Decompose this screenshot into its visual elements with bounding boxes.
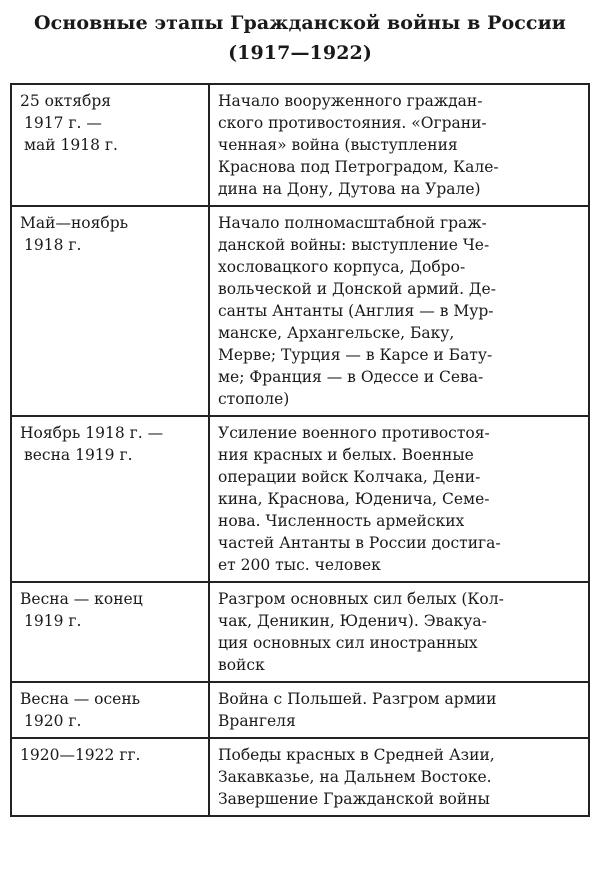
table-row: [11, 682, 589, 738]
period-text-line: Май—ноябрь: [20, 214, 129, 232]
stages-table-body: [11, 84, 589, 816]
table-row: [11, 738, 589, 816]
period-cell: [11, 416, 209, 582]
period-text-line: 1917 г. —: [24, 114, 102, 132]
description-text-line: Начало вооруженного граждан-: [218, 92, 483, 110]
stages-table: [10, 83, 590, 817]
description-text-line: хословацкого корпуса, Добро-: [218, 258, 466, 276]
period-cell: [11, 682, 209, 738]
description-text-line: операции войск Колчака, Дени-: [218, 468, 481, 486]
title-line-2: (1917—1922): [228, 42, 372, 64]
description-text-line: стополе): [218, 390, 290, 408]
period-cell: [11, 84, 209, 206]
description-text-line: ченная» война (выступления: [218, 136, 458, 154]
period-text-line: Весна — конец: [20, 590, 143, 608]
period-text-line: 1918 г.: [24, 236, 82, 254]
period-text-line: 1919 г.: [24, 612, 82, 630]
description-text-line: Врангеля: [218, 712, 296, 730]
table-row: [11, 206, 589, 416]
title-line-1: Основные этапы Гражданской войны в России: [34, 12, 566, 34]
period-text-line: 1920 г.: [24, 712, 82, 730]
description-text-line: Начало полномасштабной граж-: [218, 214, 487, 232]
description-text-line: чак, Деникин, Юденич). Эвакуа-: [218, 612, 487, 630]
period-text-line: Весна — осень: [20, 690, 141, 708]
description-cell: [209, 416, 589, 582]
period-text-line: май 1918 г.: [24, 136, 118, 154]
description-text-line: ского противостояния. «Ограни-: [218, 114, 487, 132]
description-text-line: кина, Краснова, Юденича, Семе-: [218, 490, 490, 508]
description-text-line: Завершение Гражданской войны: [218, 790, 490, 808]
period-text-line: 25 октября: [20, 92, 112, 110]
description-text-line: частей Антанты в России достига-: [218, 534, 501, 552]
description-text-line: Разгром основных сил белых (Кол-: [218, 590, 504, 608]
description-text-line: санты Антанты (Англия — в Мур-: [218, 302, 494, 320]
description-cell: [209, 738, 589, 816]
description-text-line: вольческой и Донской армий. Де-: [218, 280, 496, 298]
description-text-line: Победы красных в Средней Азии,: [218, 746, 495, 764]
description-text-line: Закавказье, на Дальнем Востоке.: [218, 768, 492, 786]
period-cell: [11, 582, 209, 682]
period-cell: [11, 206, 209, 416]
period-text-line: весна 1919 г.: [24, 446, 133, 464]
description-text-line: нова. Численность армейских: [218, 512, 465, 530]
description-cell: [209, 206, 589, 416]
description-text-line: Мерве; Турция — в Карсе и Бату-: [218, 346, 493, 364]
description-text-line: ет 200 тыс. человек: [218, 556, 381, 574]
description-text-line: Усиление военного противостоя-: [218, 424, 490, 442]
description-cell: [209, 682, 589, 738]
description-text-line: дина на Дону, Дутова на Урале): [218, 180, 481, 198]
description-text-line: данской войны: выступление Че-: [218, 236, 490, 254]
table-row: [11, 582, 589, 682]
description-text-line: Война с Польшей. Разгром армии: [218, 690, 497, 708]
description-text-line: ме; Франция — в Одессе и Сева-: [218, 368, 484, 386]
description-text-line: ния красных и белых. Военные: [218, 446, 474, 464]
period-text-line: Ноябрь 1918 г. —: [20, 424, 164, 442]
period-cell: [11, 738, 209, 816]
description-text-line: манске, Архангельске, Баку,: [218, 324, 455, 342]
table-row: [11, 84, 589, 206]
description-text-line: Краснова под Петроградом, Кале-: [218, 158, 499, 176]
description-cell: [209, 84, 589, 206]
description-text-line: войск: [218, 656, 265, 674]
page-title: [0, 8, 600, 68]
table-row: [11, 416, 589, 582]
description-cell: [209, 582, 589, 682]
period-text-line: 1920—1922 гг.: [20, 746, 141, 764]
description-text-line: ция основных сил иностранных: [218, 634, 478, 652]
